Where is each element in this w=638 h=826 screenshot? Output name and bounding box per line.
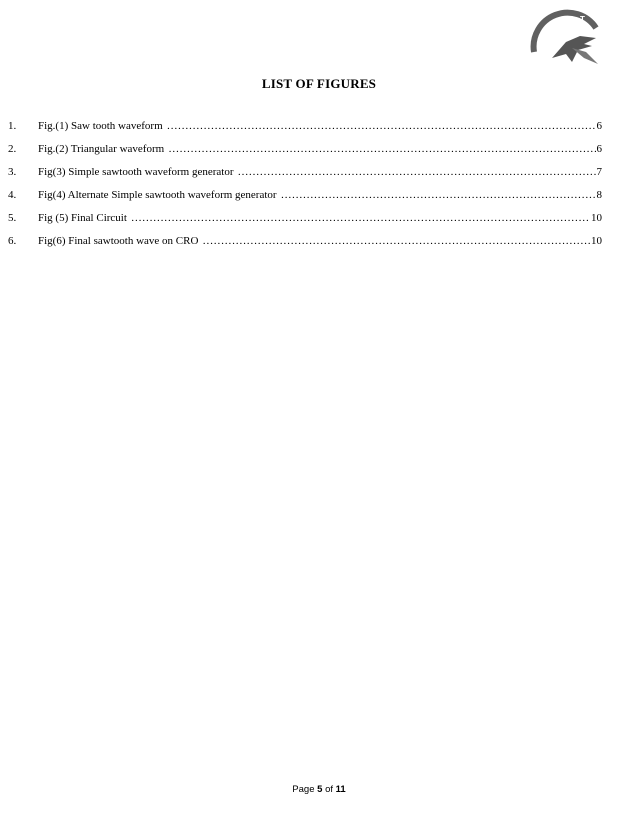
figure-page: 6 (596, 143, 602, 155)
list-item (8, 235, 602, 258)
figure-number: 3. (8, 166, 17, 178)
dot-leader (202, 235, 590, 247)
figure-page: 6 (596, 120, 602, 132)
dot-leader (281, 189, 596, 201)
dot-leader (168, 143, 595, 155)
figure-number: 4. (8, 189, 17, 201)
figure-page: 7 (596, 166, 602, 178)
figure-page: 10 (591, 235, 602, 247)
logo-letter: S (546, 31, 552, 40)
figure-label: Fig(3) Simple sawtooth waveform generator (38, 166, 234, 178)
page-title: LIST OF FIGURES (261, 76, 377, 91)
dot-leader (167, 120, 596, 132)
page-footer (0, 784, 638, 795)
footer-of-word: of (325, 784, 333, 795)
footer-total-pages: 11 (335, 784, 346, 795)
list-item (8, 212, 602, 235)
figure-number: 6. (8, 235, 17, 247)
logo-letter: I (571, 16, 574, 25)
list-item (8, 166, 602, 189)
dot-leader (131, 212, 590, 224)
list-item (8, 120, 602, 143)
figure-label: Fig (5) Final Circuit (38, 212, 127, 224)
logo-letter: T (580, 15, 585, 24)
figures-list (8, 120, 602, 258)
list-item (8, 189, 602, 212)
figure-label: Fig(4) Alternate Simple sawtooth waveform generator (38, 189, 277, 201)
sbit-logo (526, 8, 606, 72)
figure-label: Fig.(1) Saw tooth waveform (38, 120, 163, 132)
figure-label: Fig(6) Final sawtooth wave on CRO (38, 235, 199, 247)
footer-current-page: 5 (317, 784, 323, 795)
footer-page-word: Page (292, 784, 315, 795)
list-item (8, 143, 602, 166)
figure-number: 1. (8, 120, 17, 132)
logo-letter: B (558, 21, 564, 30)
figure-label: Fig.(2) Triangular waveform (38, 143, 165, 155)
figure-page: 8 (596, 189, 602, 201)
figure-number: 2. (8, 143, 17, 155)
dot-leader (238, 166, 596, 178)
figure-number: 5. (8, 212, 17, 224)
figure-page: 10 (591, 212, 602, 224)
